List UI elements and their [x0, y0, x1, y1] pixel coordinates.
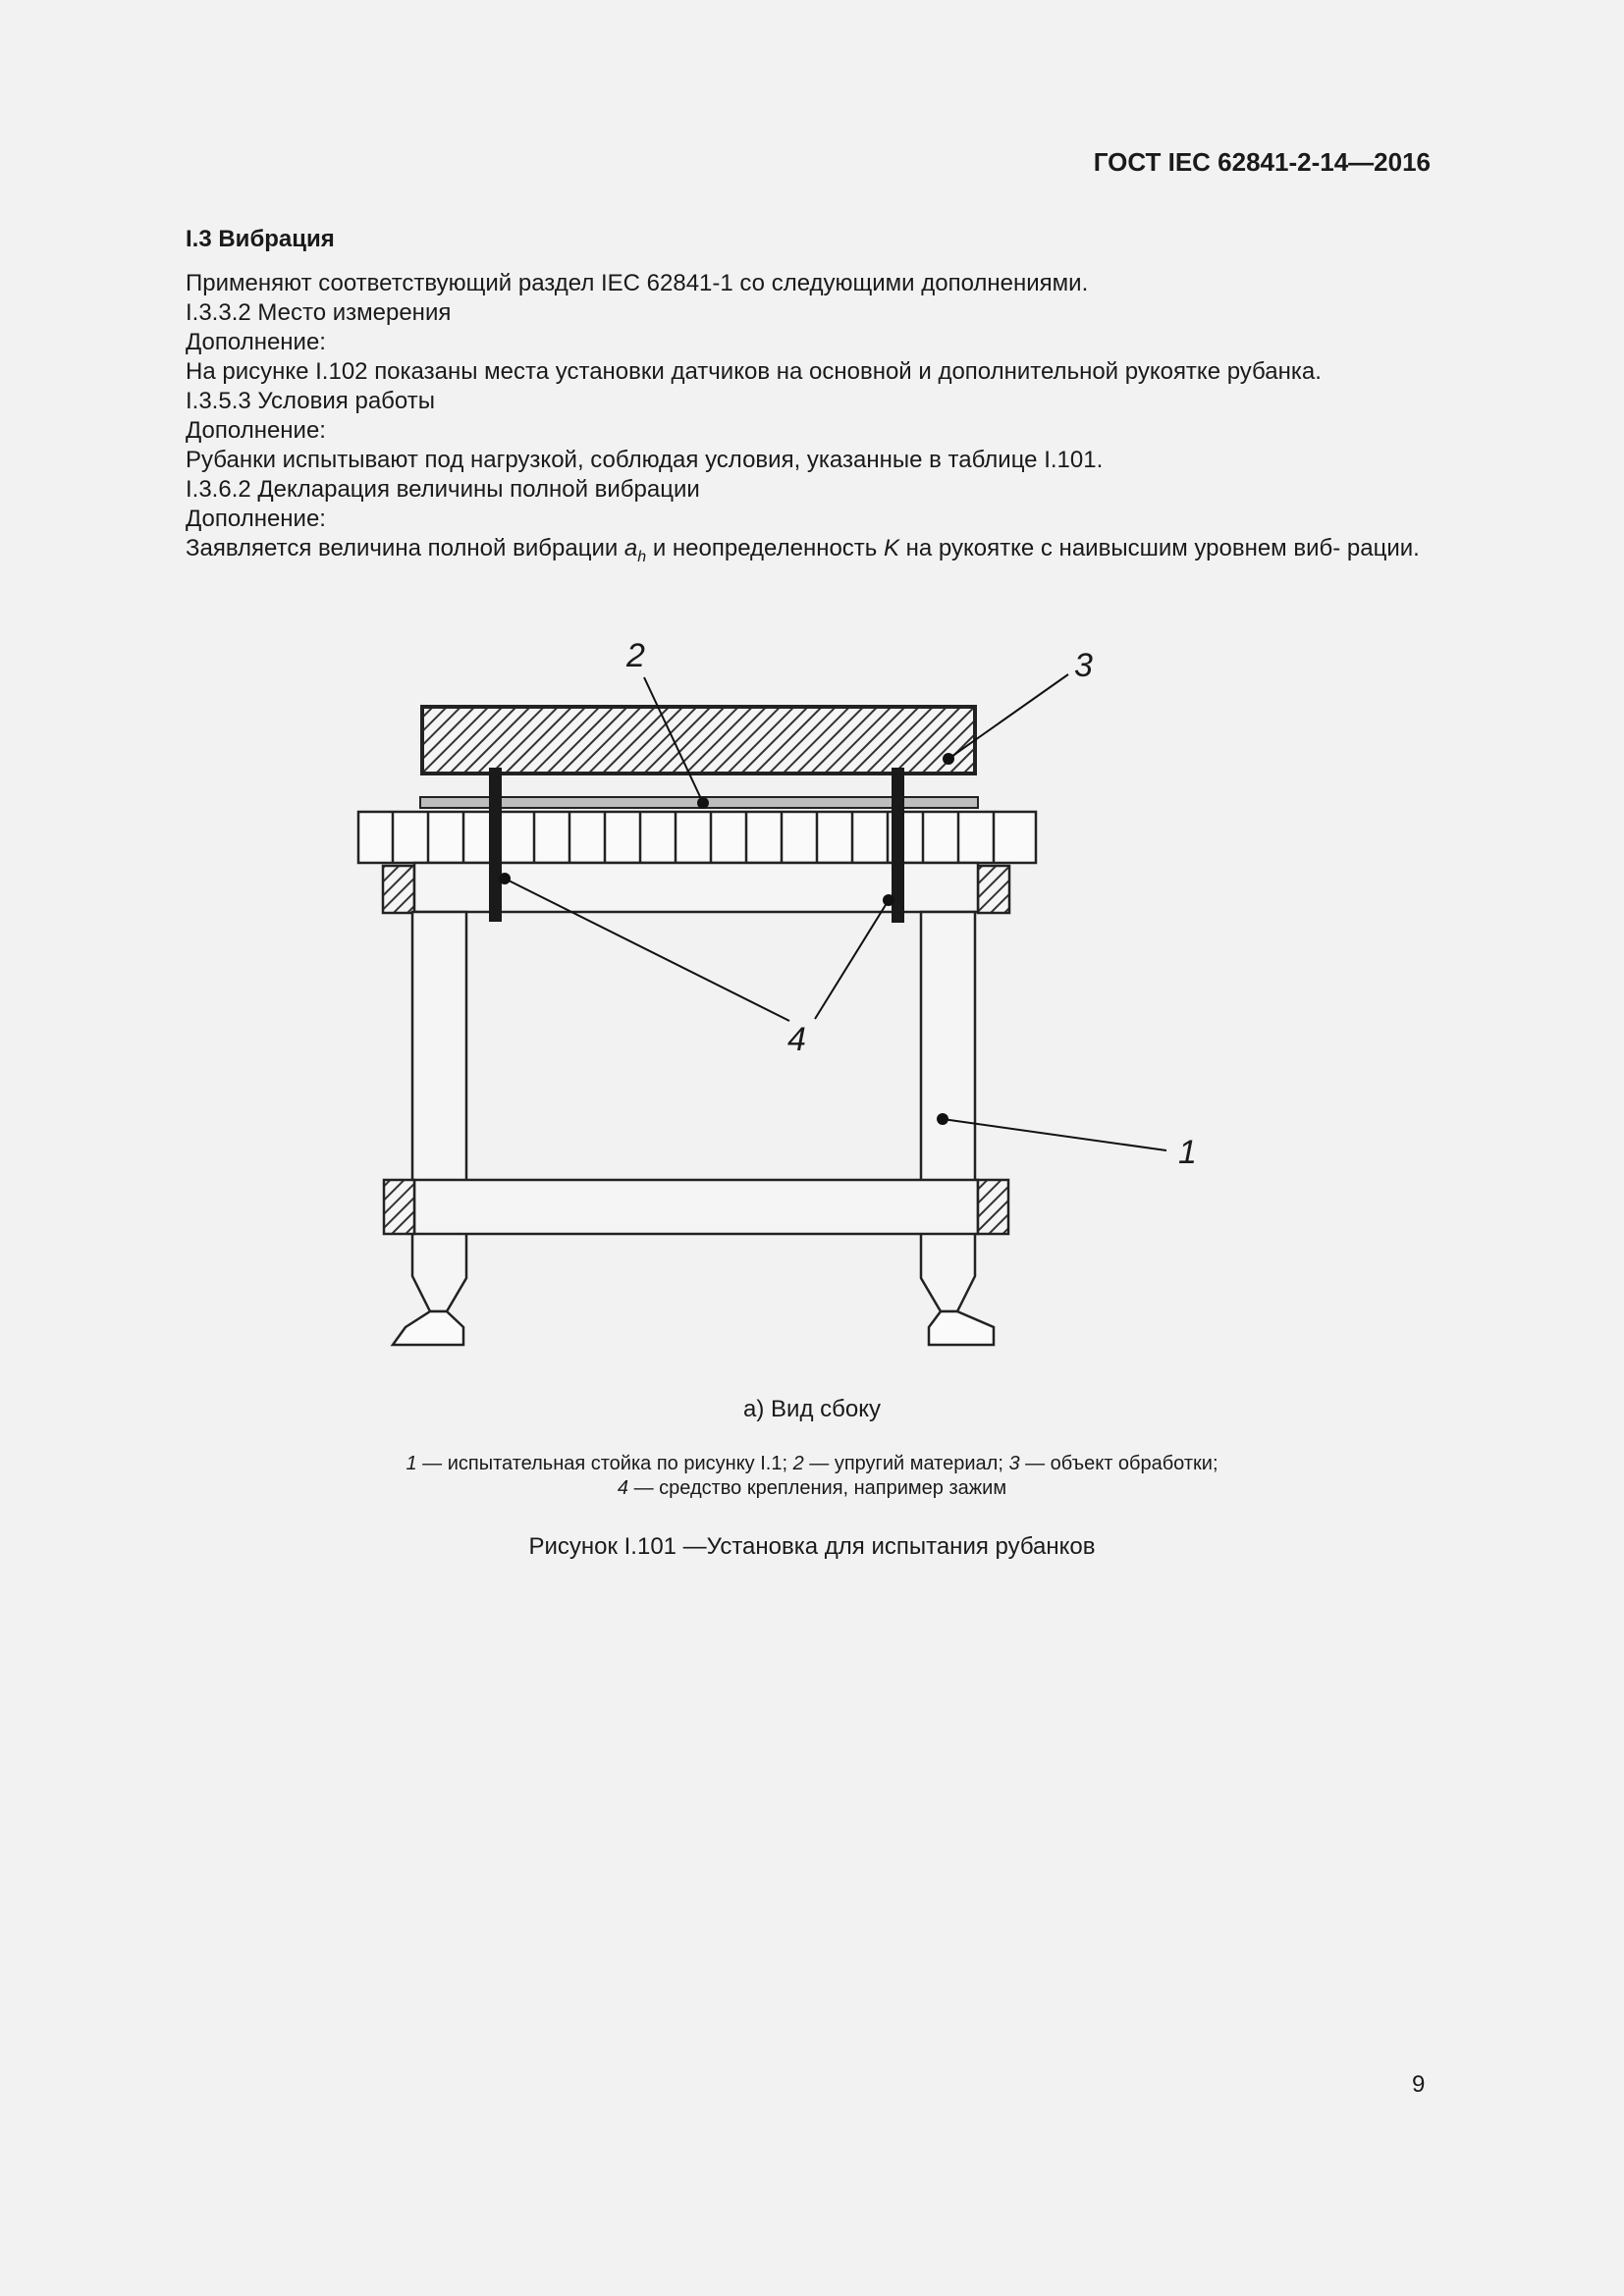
section-heading: I.3 Вибрация — [186, 226, 335, 252]
page-number: 9 — [1412, 2071, 1426, 2098]
callout-4: 4 — [787, 1021, 806, 1058]
lower-block-right — [978, 1180, 1008, 1234]
lower-block-left — [384, 1180, 414, 1234]
text-line: Дополнение: — [186, 506, 326, 532]
callout-3: 3 — [1074, 647, 1093, 684]
declaration-paragraph: Заявляется величина полной вибрации $a_h$ и неопределенность K на рукоятке с наивысшим уровнем виб- рации. — [186, 535, 1420, 565]
figure-subcaption: а) Вид сбоку — [743, 1396, 881, 1422]
table-top — [358, 812, 1036, 863]
upper-block-right — [978, 866, 1009, 913]
text-line: Дополнение: — [186, 417, 326, 444]
upper-block-left — [383, 866, 414, 913]
figure-legend: 1 — испытательная стойка по рисунку I.1; 2 — упругий материал; 3 — объект обработки; 4 — средство крепления, например зажим — [406, 1453, 1218, 1499]
text-line: I.3.5.3 Условия работы — [186, 388, 435, 414]
figure-drawing — [334, 623, 1197, 1355]
standard-designation: ГОСТ IEC 62841-2-14—2016 — [1093, 147, 1431, 177]
figure-title: Рисунок I.101 —Установка для испытания рубанков — [528, 1533, 1096, 1560]
workpiece — [422, 707, 975, 774]
table-legs — [393, 912, 994, 1345]
text-line: На рисунке I.102 показаны места установки датчиков на основной и дополнительной рукоятке рубанка. — [186, 358, 1322, 385]
clamp-left — [489, 768, 502, 922]
text-line: Рубанки испытывают под нагрузкой, соблюдая условия, указанные в таблице I.101. — [186, 447, 1104, 473]
text-line: Применяют соответствующий раздел IEC 62841-1 со следующими дополнениями. — [186, 270, 1089, 296]
callout-1: 1 — [1178, 1134, 1197, 1171]
text-line: Дополнение: — [186, 329, 326, 355]
text-line: I.3.6.2 Декларация величины полной вибрации — [186, 476, 700, 503]
text-line: I.3.3.2 Место измерения — [186, 299, 452, 326]
callout-2: 2 — [626, 637, 645, 674]
lower-rail — [414, 1180, 978, 1234]
